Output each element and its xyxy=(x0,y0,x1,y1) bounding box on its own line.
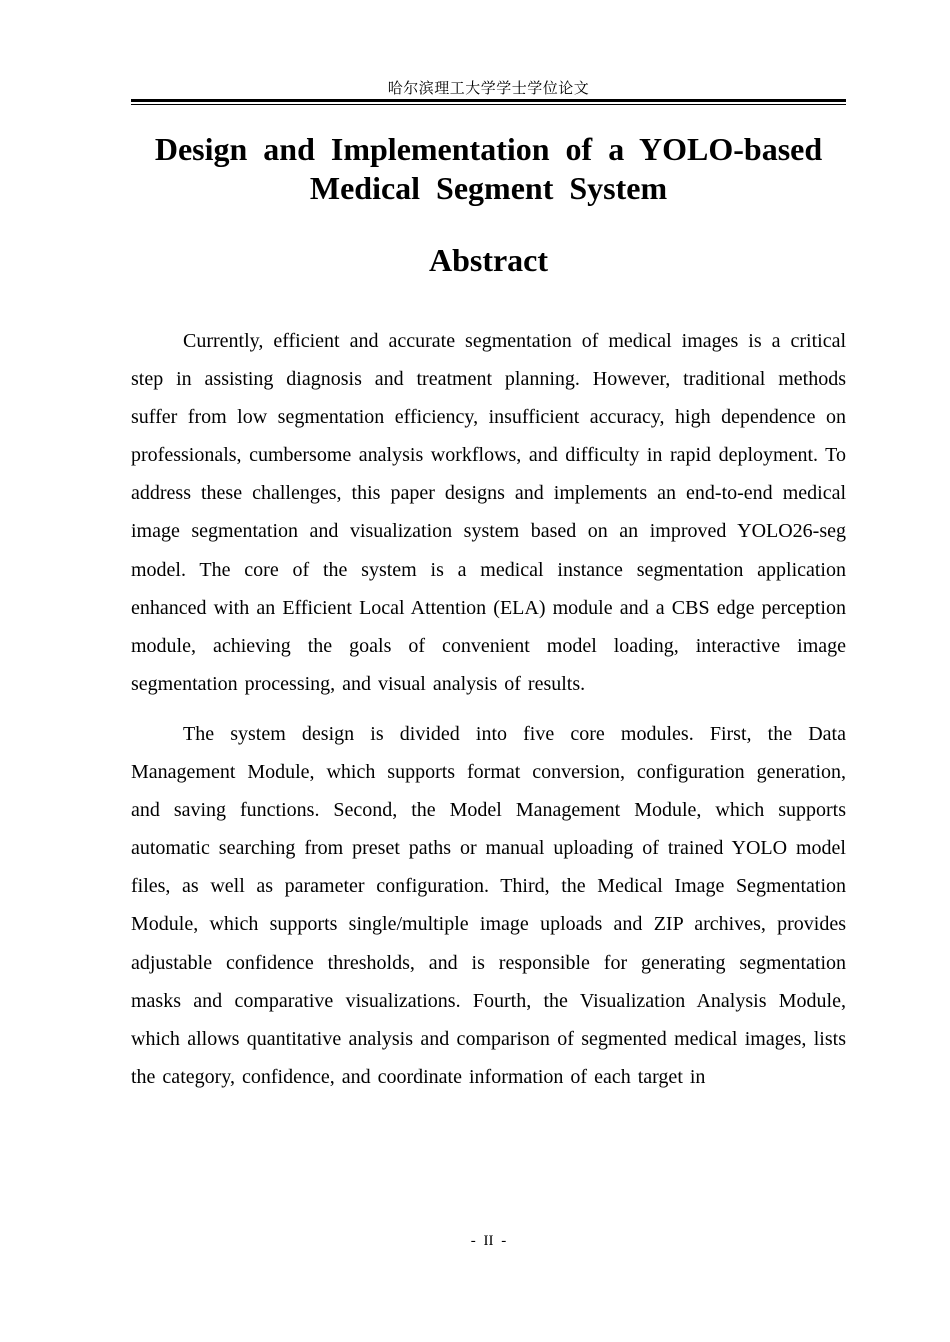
abstract-paragraph-1: Currently, efficient and accurate segmentation of medical images is a critical step in assisting diagnosis and treatment planning. However, traditional methods suffer from low segmentation efficiency, insufficient accuracy, high dependence on professionals, cumbersome analysis workflows, and difficulty in rapid deployment. To address these challenges, this paper designs and implements an end-to-end medical image segmentation and visualization system based on an improved YOLO26-seg model. The core of the system is a medical instance segmentation application enhanced with an Efficient Local Attention (ELA) module and a CBS edge perception module, achieving the goals of convenient model loading, interactive image segmentation processing, and visual analysis of results. xyxy=(131,330,846,695)
page-number: - II - xyxy=(470,1233,507,1249)
paper-title-line-2: Medical Segment System xyxy=(309,170,668,206)
header-rule-thick xyxy=(131,99,846,102)
abstract-body xyxy=(131,322,846,1108)
header-rule-thin xyxy=(131,104,846,105)
abstract-heading: Abstract xyxy=(428,242,549,278)
paper-title-line-1: Design and Implementation of a YOLO-based xyxy=(154,131,823,167)
paper-title xyxy=(131,130,846,208)
abstract-paragraph-2: The system design is divided into five core modules. First, the Data Management Module, which supports format conversion, configuration generation, and saving functions. Second, the Model Management Module, which supports automatic searching from preset paths or manual uploading of trained YOLO model files, as well as parameter configuration. Third, the Medical Image Segmentation Module, which supports single/multiple image uploads and ZIP archives, provides adjustable confidence thresholds, and is responsible for generating segmentation masks and comparative visualizations. Fourth, the Visualization Analysis Module, which allows quantitative analysis and comparison of segmented medical images, lists the category, confidence, and coordinate information of each target in xyxy=(131,722,846,1088)
running-header: 哈尔滨理工大学学士学位论文 xyxy=(387,79,590,97)
